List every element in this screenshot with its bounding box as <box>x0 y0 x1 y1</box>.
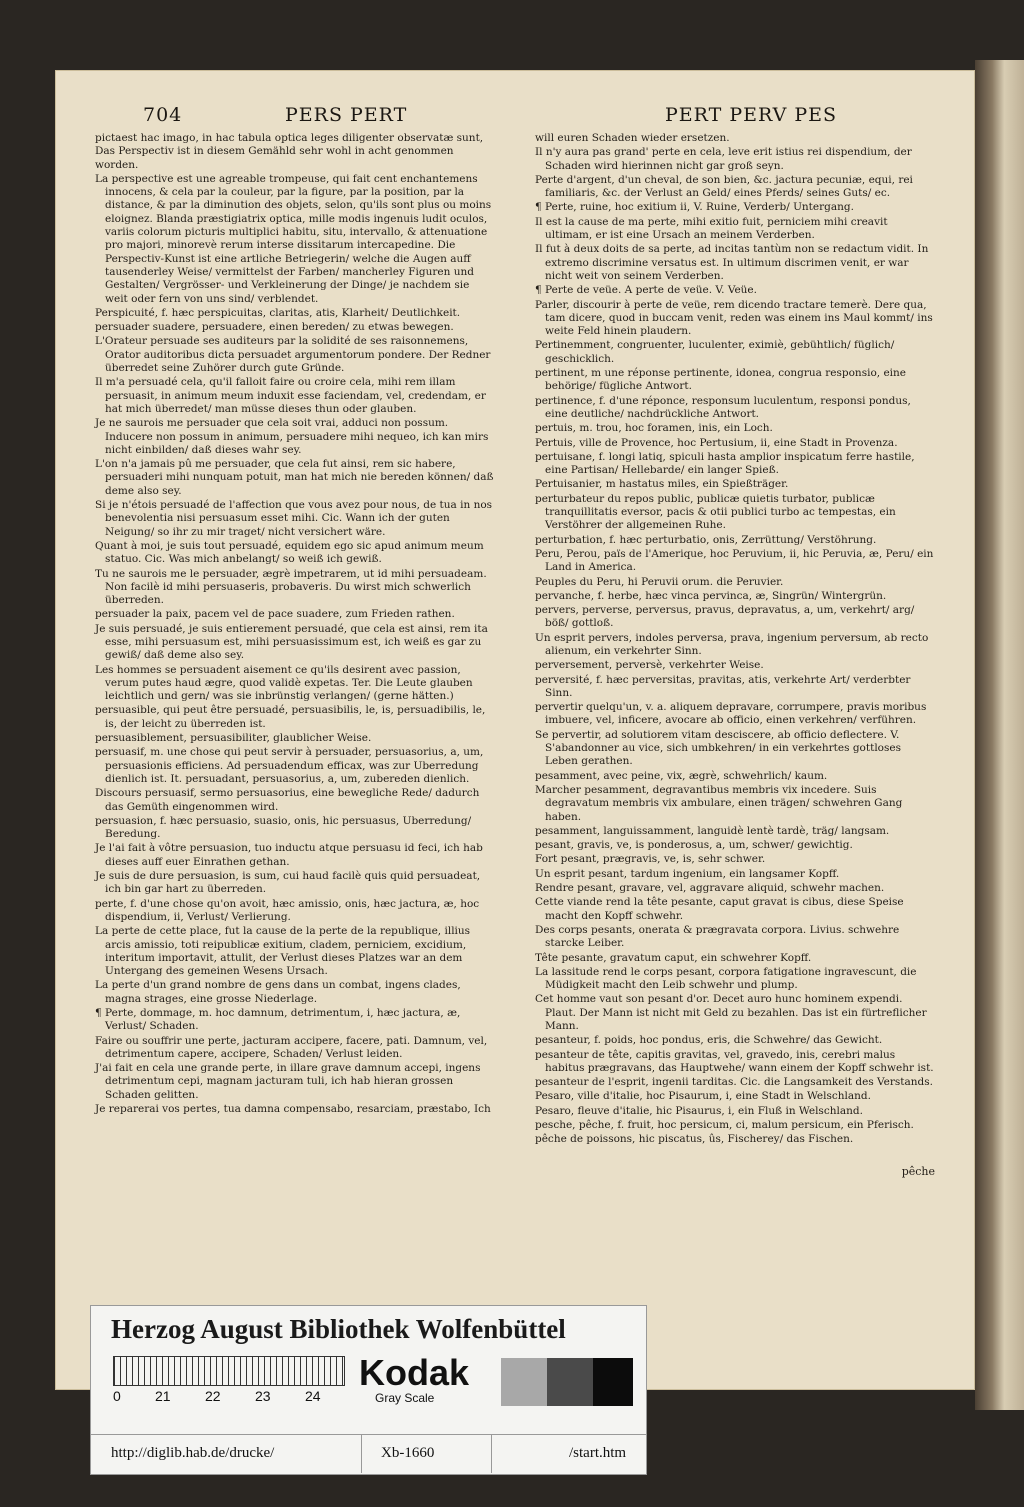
dictionary-entry: Tu ne saurois me le persuader, ægrè impetrarem, ut id mihi persuadeam. Non facilè id mihi persuaseris, probaveris. Du wirst mich schwerlich überreden. <box>95 567 487 607</box>
dictionary-entry: pervers, perverse, perversus, pravus, depravatus, a, um, verkehrt/ arg/ böß/ gottloß. <box>535 604 915 630</box>
dictionary-entry: pertuisane, f. longi latiq, spiculi hasta amplior inspicatum ferre hastile, eine Partisan/ Hellebarde/ ein langer Spieß. <box>535 450 915 477</box>
dictionary-entry: persuader la paix, pacem vel de pace suadere, zum Frieden rathen. <box>95 608 455 621</box>
dictionary-entry: J'ai fait en cela une grande perte, in illare grave damnum accepi, ingens detrimentum cepi, magnam jacturam tuli, ich hab hieran grossen Schaden gelitten. <box>95 1062 481 1101</box>
dictionary-entry: La lassitude rend le corps pesant, corpora fatigatione ingravescunt, die Müdigkeit macht den Leib schwehr und plump. <box>535 965 917 992</box>
dictionary-entry: persuasion, f. hæc persuasio, suasio, onis, hic persuasus, Uberredung/ Beredung. <box>95 814 472 841</box>
dictionary-entry: pesanteur de l'esprit, ingenii tarditas. Cic. die Langsamkeit des Verstands. <box>535 1076 933 1089</box>
digital-library-url: http://diglib.hab.de/drucke/ <box>111 1445 275 1461</box>
dictionary-entry: Pertuis, ville de Provence, hoc Pertusium, ii, eine Stadt in Provenza. <box>535 436 898 449</box>
cell-divider <box>491 1435 492 1473</box>
right-column <box>535 132 935 1148</box>
dictionary-entry: perturbation, f. hæc perturbatio, onis, Zerrüttung/ Verstöhrung. <box>535 533 877 546</box>
dictionary-entry: pêche de poissons, hic piscatus, ûs, Fischerey/ das Fischen. <box>535 1133 854 1146</box>
dictionary-entry: Perspicuité, f. hæc perspicuitas, claritas, atis, Klarheit/ Deutlichkeit. <box>95 306 461 319</box>
dictionary-entry: Parler, discourir à perte de veüe, rem dicendo tractare temerè. Dere qua, tam dicere, quod in buccam venit, reden was einem ins Maul kommt/ ins weite Feld hinein plaudern. <box>535 298 933 338</box>
dictionary-entry: Pesaro, ville d'italie, hoc Pisaurum, i, eine Stadt in Welschland. <box>535 1090 871 1103</box>
dictionary-entry: pesanteur de tête, capitis gravitas, vel, gravedo, inis, cerebri malus habitus prægravans, das Hauptwehe/ wann einem der Kopff schwehr ist. <box>535 1048 934 1074</box>
cell-divider <box>361 1435 362 1473</box>
url-row <box>91 1434 646 1473</box>
dictionary-entry: Cette viande rend la tête pesante, caput gravat is cibus, diese Speise macht den Kopff schwehr. <box>535 896 904 922</box>
dictionary-entry: L'Orateur persuade ses auditeurs par la solidité de ses raisonnemens, Orator auditoribus dicta persuadet argumentorum pondere. Der Redner überredet seine Zuhörer durch gute Gründe. <box>95 335 491 375</box>
right-running-head: PERT PERV PES <box>665 104 838 126</box>
dictionary-entry: La perte d'un grand nombre de gens dans un combat, ingens clades, magna strages, eine grosse Niederlage. <box>95 979 461 1005</box>
left-running-head: PERS PERT <box>285 104 408 126</box>
scale-number: 24 <box>305 1388 321 1404</box>
dictionary-entry: pictaest hac imago, in hac tabula optica leges diligenter observatæ sunt, Das Perspectiv ist in diesem Gemähld sehr wohl in acht genommen worden. <box>95 132 484 171</box>
library-name: Herzog August Bibliothek Wolfenbüttel <box>111 1314 566 1344</box>
dictionary-entry: pervertir quelqu'un, v. a. aliquem depravare, corrumpere, pravis moribus imbuere, vel, inficere, avocare ab officio, einen verkehren/ verführen. <box>535 701 927 727</box>
dictionary-entry: pesanteur, f. poids, hoc pondus, eris, die Schwehre/ das Gewicht. <box>535 1034 883 1047</box>
gray-swatch-mid <box>547 1358 593 1406</box>
dictionary-entry: Un esprit pervers, indoles perversa, prava, ingenium perversum, ab recto alienum, ein verkehrter Sinn. <box>535 631 929 657</box>
start-page-path: /start.htm <box>569 1445 627 1461</box>
dictionary-entry: Quant à moi, je suis tout persuadé, equidem ego sic apud animum meum statuo. Cic. Was mich anbelangt/ so weiß ich gewiß. <box>95 539 484 566</box>
color-target-strip <box>90 1305 647 1475</box>
dictionary-entry: Il fut à deux doits de sa perte, ad incitas tantùm non se redactum vidit. In extremo discrimine versatus est. In ultimum discrimen venit, er war nicht weit von seinem Verderben. <box>535 243 929 282</box>
dictionary-entry: ¶ Perte, ruine, hoc exitium ii, V. Ruine, Verderb/ Untergang. <box>535 201 854 214</box>
gray-swatch-light <box>501 1358 547 1406</box>
dictionary-entry: La perspective est une agreable trompeuse, qui fait cent enchantemens innocens, & cela par la couleur, par la figure, par la position, par la distance, & par la diminution des objets, selon, qu'ils sont plus ou moins eloignez. Blanda præstigiatrix optica, mille modis ingenuis ludit oculos, variis colorum picturis multiplici habitu, situ, intervallo, & attenuatione pro majori, minorevè rerum interse dissitarum intercapedine. Die Perspectiv-Kunst ist eine artliche Betriegerin/ welche die Augen auff tausenderley Weise/ vermittelst der Farben/ mancherley Figuren und Gestalten/ Vergrösser- und Verkleinerung der Dinge/ je nachdem sie weit oder fern von uns sind/ verblendet. <box>95 172 492 305</box>
dictionary-entry: Je l'ai fait à vôtre persuasion, tuo inductu atque persuasu id feci, ich hab dieses auff euer Einrathen gethan. <box>95 842 483 868</box>
dictionary-entry: Perte d'argent, d'un cheval, de son bien, &c. jactura pecuniæ, equi, rei familiaris, &c. der Verlust an Geld/ eines Pferds/ seines Guts/ ec. <box>535 173 913 200</box>
dictionary-entry: Rendre pesant, gravare, vel, aggravare aliquid, schwehr machen. <box>535 882 885 895</box>
dictionary-entry: Discours persuasif, sermo persuasorius, eine bewegliche Rede/ dadurch das Gemüth eingenommen wird. <box>95 787 480 813</box>
dictionary-entry: perturbateur du repos public, publicæ quietis turbator, publicæ tranquillitatis eversor, pacis & otii publici turbo ac tempestas, ein Verstöhrer der allgemeinen Ruhe. <box>535 492 896 532</box>
scale-number: 22 <box>205 1388 221 1404</box>
dictionary-entry: pertinence, f. d'une réponce, responsum luculentum, responsi pondus, eine deutliche/ nachdrückliche Antwort. <box>535 394 911 420</box>
dictionary-entry: pesamment, avec peine, vix, ægrè, schwehrlich/ kaum. <box>535 769 828 782</box>
dictionary-entry: Il est la cause de ma perte, mihi exitio fuit, perniciem mihi creavit ultimam, er ist eine Ursach an meinem Verderben. <box>535 215 888 242</box>
dictionary-entry: pesant, gravis, ve, is ponderosus, a, um, schwer/ gewichtig. <box>535 839 853 852</box>
catchword: pêche <box>901 1165 935 1178</box>
gray-scale-label: Gray Scale <box>375 1391 435 1405</box>
scale-number: 0 <box>113 1388 121 1404</box>
page-edge <box>975 60 1024 1410</box>
dictionary-entry: Je suis persuadé, je suis entierement persuadé, que cela est ainsi, rem ita esse, mihi persuasum est, mihi persuasissimum est, ich weiß es gar zu gewiß/ daß deme also sey. <box>95 622 488 662</box>
dictionary-entry: Il m'a persuadé cela, qu'il falloit faire ou croire cela, mihi rem illam persuasit, in animum meum induxit esse faciendam, vel, credendam, er hat mich überredet/ man müsse dieses thun oder glauben. <box>95 376 486 415</box>
dictionary-entry: Fort pesant, prægravis, ve, is, sehr schwer. <box>535 853 766 866</box>
dictionary-entry: pesamment, languissamment, languidè lentè tardè, träg/ langsam. <box>535 824 890 837</box>
scale-number: 21 <box>155 1388 171 1404</box>
dictionary-entry: persuasiblement, persuasibiliter, glaublicher Weise. <box>95 732 372 745</box>
dictionary-entry: Tête pesante, gravatum caput, ein schwehrer Kopff. <box>535 951 812 964</box>
dictionary-entry: Des corps pesants, onerata & prægravata corpora. Livius. schwehre starcke Leiber. <box>535 923 900 950</box>
dictionary-entry: persuasif, m. une chose qui peut servir à persuader, persuasorius, a, um, persuasionis efficiens. Ad persuadendum efficax, was zur Uberredung dienlich ist. It. persuadant, persuasorius, a, um, zubereden dienlich. <box>95 746 484 785</box>
dictionary-entry: Il n'y aura pas grand' perte en cela, leve erit istius rei dispendium, der Schaden wird hierinnen nicht gar groß seyn. <box>535 146 912 172</box>
dictionary-entry: persuader suadere, persuadere, einen bereden/ zu etwas bewegen. <box>95 321 454 334</box>
dictionary-entry: Les hommes se persuadent aisement ce qu'ils desirent avec passion, verum putes haud ægre, quod validè expetas. Ter. Die Leute glauben leichtlich und gern/ was sie inbrünstig verlangen/ (gerne hätten.) <box>95 663 473 703</box>
dictionary-entry: Je suis de dure persuasion, is sum, cui haud facilè quis quid persuadeat, ich bin gar hart zu überreden. <box>95 870 481 896</box>
dictionary-entry: pervanche, f. herbe, hæc vinca pervinca, æ, Singrün/ Wintergrün. <box>535 589 887 602</box>
dictionary-entry: Je reparerai vos pertes, tua damna compensabo, resarciam, præstabo, Ich <box>95 1103 491 1116</box>
dictionary-entry: La perte de cette place, fut la cause de la perte de la republique, illius arcis amissio, toti reipublicæ exitium, cladem, perniciem, excidium, interitum importavit, attulit, der Verlust dieses Platzes war an dem Untergang des gemeinen Wesens Ursach. <box>95 925 471 978</box>
scale-ruler <box>113 1356 345 1386</box>
dictionary-entry: Un esprit pesant, tardum ingenium, ein langsamer Kopff. <box>535 867 840 880</box>
scale-number: 23 <box>255 1388 271 1404</box>
dictionary-entry: persuasible, qui peut être persuadé, persuasibilis, le, is, persuadibilis, le, is, der leicht zu überreden ist. <box>95 704 486 730</box>
page-number: 704 <box>143 104 183 126</box>
dictionary-entry: Peuples du Peru, hi Peruvii orum. die Peruvier. <box>535 575 784 588</box>
left-column <box>95 132 495 1117</box>
dictionary-entry: Je ne saurois me persuader que cela soit vrai, adduci non possum. Inducere non possum in animum, persuadere mihi nequeo, ich kan mirs nicht einbilden/ daß dieses wahr sey. <box>95 417 489 456</box>
dictionary-entry: ¶ Perte, dommage, m. hoc damnum, detrimentum, i, hæc jactura, æ, Verlust/ Schaden. <box>95 1007 461 1033</box>
dictionary-entry: Pesaro, fleuve d'italie, hic Pisaurus, i, ein Fluß in Welschland. <box>535 1104 863 1117</box>
dictionary-entry: Faire ou souffrir une perte, jacturam accipere, facere, pati. Damnum, vel, detrimentum capere, accipere, Schaden/ Verlust leiden. <box>95 1034 488 1060</box>
dictionary-entry: perversement, perversè, verkehrter Weise. <box>535 659 764 672</box>
dictionary-entry: pertuis, m. trou, hoc foramen, inis, ein Loch. <box>535 422 773 435</box>
gray-swatch-dark <box>593 1358 633 1406</box>
dictionary-entry: pesche, pêche, f. fruit, hoc persicum, ci, malum persicum, ein Pferisch. <box>535 1119 914 1132</box>
dictionary-entry: will euren Schaden wieder ersetzen. <box>535 132 730 144</box>
dictionary-entry: perversité, f. hæc perversitas, pravitas, atis, verkehrte Art/ verderbter Sinn. <box>535 673 911 699</box>
book-page <box>55 70 975 1390</box>
dictionary-entry: Pertinemment, congruenter, luculenter, eximiè, gebühtlich/ füglich/ geschicklich. <box>535 339 895 365</box>
dictionary-entry: Pertuisanier, m hastatus miles, ein Spießträger. <box>535 478 789 491</box>
dictionary-entry: ¶ Perte de veüe. A perte de veüe. V. Veüe. <box>535 284 757 297</box>
dictionary-entry: pertinent, m une réponse pertinente, idonea, congrua responsio, eine behörige/ fügliche Antwort. <box>535 367 906 393</box>
kodak-logo: Kodak <box>359 1352 470 1393</box>
dictionary-entry: perte, f. d'une chose qu'on avoit, hæc amissio, onis, hæc jactura, æ, hoc dispendium, ii, Verlust/ Verlierung. <box>95 897 480 923</box>
dictionary-entry: Si je n'étois persuadé de l'affection que vous avez pour nous, de tua in nos benevolentia nisi persuasum esset mihi. Cic. Wann ich der guten Neigung/ so ihr zu mir traget/ nicht versichert wäre. <box>95 499 493 538</box>
dictionary-entry: Marcher pesamment, degravantibus membris vix incedere. Suis degravatum membris vix ambulare, einen trägen/ schwehren Gang haben. <box>535 783 903 823</box>
shelfmark: Xb-1660 <box>381 1445 435 1461</box>
dictionary-entry: Cet homme vaut son pesant d'or. Decet auro hunc hominem expendi. Plaut. Der Mann ist nicht mit Geld zu bezahlen. Das ist ein fürtreflicher Mann. <box>535 993 927 1032</box>
dictionary-entry: L'on n'a jamais pû me persuader, que cela fut ainsi, rem sic habere, persuaderi mihi nunquam potuit, man hat mich nie bereden können/ daß deme also sey. <box>95 458 494 497</box>
dictionary-entry: Peru, Perou, païs de l'Amerique, hoc Peruvium, ii, hic Peruvia, æ, Peru/ ein Land in America. <box>535 547 934 574</box>
dictionary-entry: Se pervertir, ad solutiorem vitam desciscere, ab officio deflectere. V. S'abandonner au vice, sich umbkehren/ in ein verkehrtes gottloses Leben gerathen. <box>535 728 901 768</box>
